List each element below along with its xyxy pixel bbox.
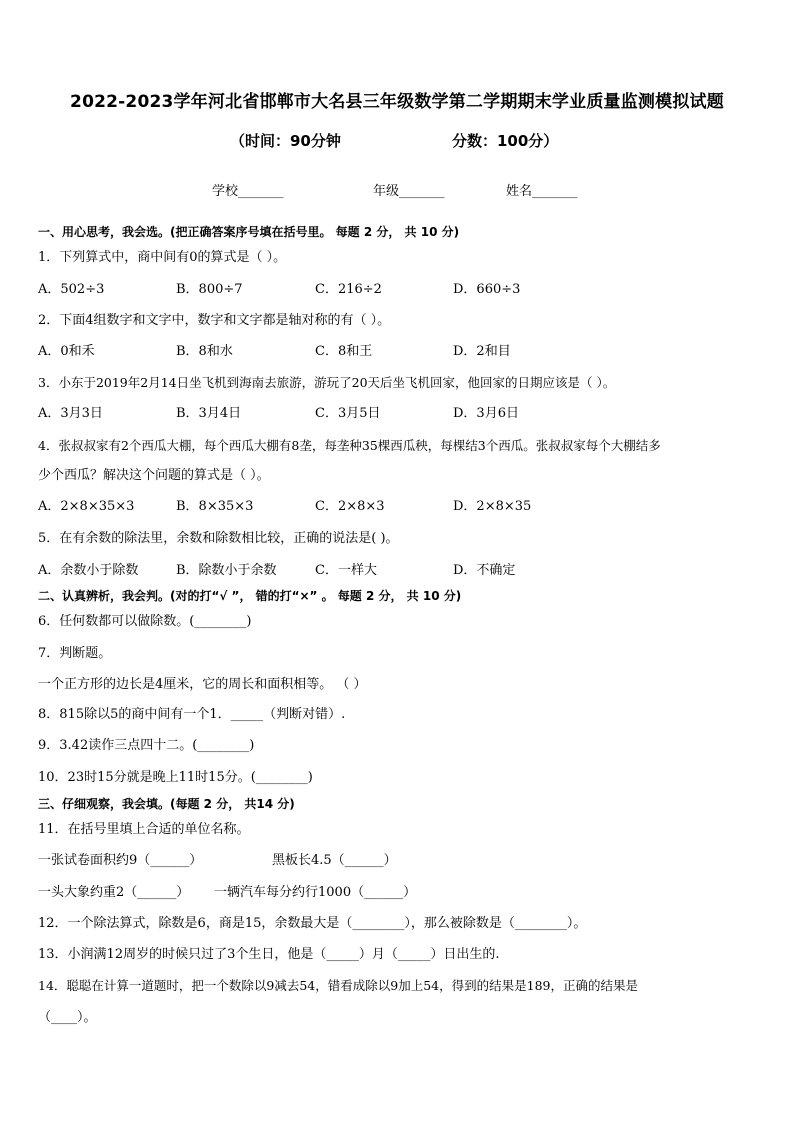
- question-7: 7．判断题。: [38, 646, 112, 661]
- exam-time: （时间：90分钟: [230, 132, 341, 150]
- question-2: 2．下面4组数字和文字中，数字和文字都是轴对称的有（ ）。: [38, 313, 391, 328]
- q1-option-d: D．660÷3: [453, 282, 521, 297]
- page-title: 2022-2023学年河北省邯郸市大名县三年级数学第二学期期末学业质量监测模拟试题: [70, 92, 724, 112]
- q1-option-b: B．800÷7: [176, 282, 243, 297]
- question-9: 9．3.42读作三点四十二。(________): [38, 738, 255, 753]
- q11-item-blackboard: 黑板长4.5（______）: [272, 853, 397, 868]
- school-field: 学校_______: [212, 184, 284, 199]
- grade-field: 年级_______: [373, 184, 445, 199]
- q3-option-c: C．3月5日: [315, 406, 381, 421]
- section-heading-choice: 一、用心思考，我会选。(把正确答案序号填在括号里。 每题 2 分， 共 10 分): [38, 225, 460, 239]
- question-5: 5．在有余数的除法里，余数和除数相比较，正确的说法是( )。: [38, 531, 399, 546]
- q3-option-d: D．3月6日: [453, 406, 519, 421]
- q1-option-a: A．502÷3: [38, 282, 105, 297]
- question-4-line2: 少个西瓜？解决这个问题的算式是（ ）。: [38, 468, 270, 483]
- question-4-line1: 4．张叔叔家有2个西瓜大棚，每个西瓜大棚有8垄，每垄种35棵西瓜秧，每棵结3个西瓜。张叔叔家每个大棚结多: [38, 438, 661, 453]
- question-14-line1: 14．聪聪在计算一道题时，把一个数除以9减去54，错看成除以9加上54，得到的结果是189，正确的结果是: [38, 978, 638, 993]
- q5-option-d: D．不确定: [453, 563, 516, 578]
- section-heading-fill: 三、仔细观察，我会填。(每题 2 分， 共14 分): [38, 797, 295, 811]
- q2-option-d: D．2和目: [453, 344, 511, 359]
- question-12: 12．一个除法算式，除数是6，商是15，余数最大是（________），那么被除数是（________）。: [38, 916, 587, 931]
- q11-item-car: 一辆汽车每分约行1000（______）: [214, 885, 417, 900]
- q4-option-c: C．2×8×3: [315, 499, 385, 514]
- question-13: 13．小润满12周岁的时候只过了3个生日，他是（_____）月（_____）日出生的.: [38, 947, 500, 962]
- question-1: 1．下列算式中，商中间有0的算式是（ ）。: [38, 250, 287, 265]
- q3-option-a: A．3月3日: [38, 406, 103, 421]
- q5-option-a: A．余数小于除数: [38, 563, 139, 578]
- name-field: 姓名_______: [506, 184, 578, 199]
- q4-option-b: B．8×35×3: [176, 499, 254, 514]
- q5-option-b: B．除数小于余数: [176, 563, 277, 578]
- q11-item-paper: 一张试卷面积约9（______）: [38, 853, 203, 868]
- student-info: [0, 180, 794, 202]
- q3-option-b: B．3月4日: [176, 406, 242, 421]
- question-3: 3．小东于2019年2月14日坐飞机到海南去旅游，游玩了20天后坐飞机回家，他回家的日期应该是（ ）。: [38, 375, 616, 390]
- exam-score: 分数：100分）: [452, 132, 559, 150]
- q11-item-elephant: 一头大象约重2（______）: [38, 885, 190, 900]
- question-11: 11．在括号里填上合适的单位名称。: [38, 822, 250, 837]
- q4-option-a: A．2×8×35×3: [38, 499, 135, 514]
- q2-option-b: B．8和水: [176, 344, 233, 359]
- section-heading-judge: 二、认真辨析，我会判。(对的打“√ ”， 错的打“×” 。 每题 2 分， 共 10 分): [38, 589, 462, 603]
- q2-option-a: A．0和禾: [38, 344, 95, 359]
- exam-meta: [0, 130, 794, 152]
- question-8: 8．815除以5的商中间有一个1．_____（判断对错）.: [38, 707, 346, 722]
- question-6: 6．任何数都可以做除数。(________): [38, 614, 252, 629]
- q4-option-d: D．2×8×35: [453, 499, 532, 514]
- q2-option-c: C．8和王: [315, 344, 373, 359]
- question-7-statement: 一个正方形的边长是4厘米，它的周长和面积相等。 （ ）: [38, 677, 367, 692]
- question-14-line2: （____）。: [38, 1010, 97, 1025]
- q1-option-c: C．216÷2: [315, 282, 382, 297]
- question-10: 10．23时15分就是晚上11时15分。(________): [38, 770, 313, 785]
- q5-option-c: C．一样大: [315, 563, 377, 578]
